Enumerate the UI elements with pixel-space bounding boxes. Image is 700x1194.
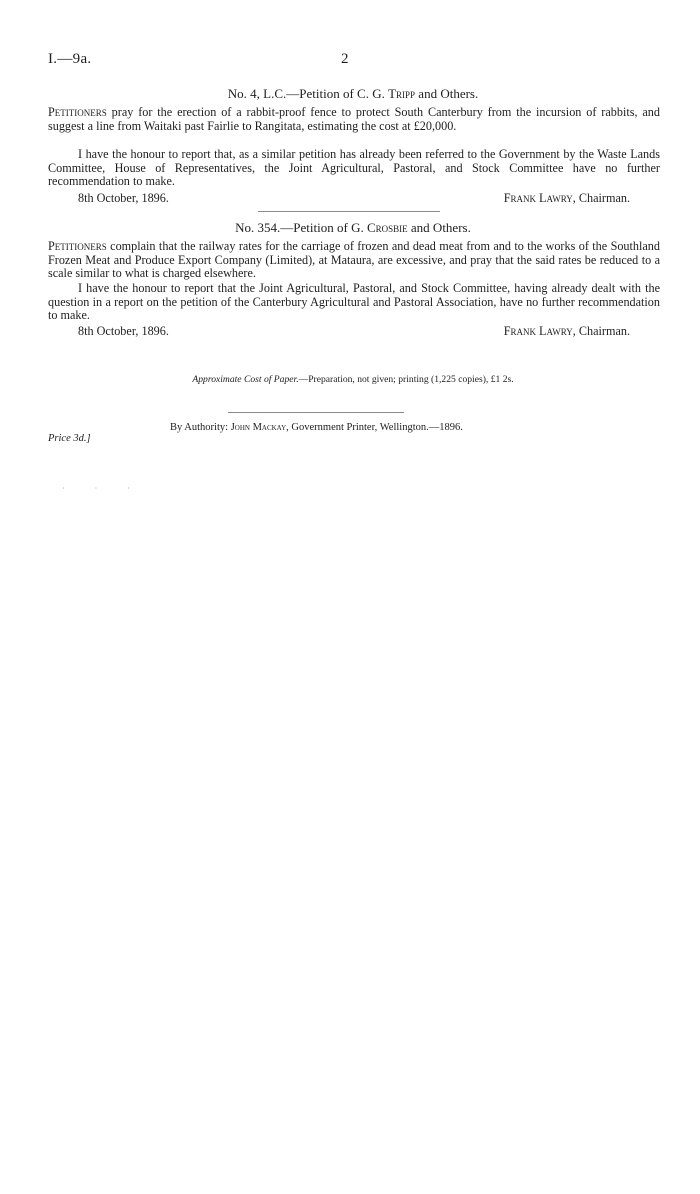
petition-2-title-suffix: and Others. [407,220,471,235]
page-number: 2 [341,51,349,67]
petition-2-title-prefix: No. 354.—Petition of G. [235,220,367,235]
petition-1-summary [48,106,660,133]
petition-1-signatory-name: Frank Lawry [503,191,573,205]
printing-authority [170,422,463,433]
cost-label: Approximate Cost of Paper. [192,374,299,385]
petition-2-signature [504,324,630,338]
approximate-cost-note [48,374,658,385]
scan-specks: · · · [62,484,144,493]
petition-2-summary-text: complain that the railway rates for the carriage of frozen and dead meat from and to the works of the Southland Frozen Meat and Produce Export Company (Limited), at Mataura, are excessive, and pray that the said rates be reduced to a scale similar to what is charged elsewhere. [48,239,660,281]
petition-2-petitioner-name: Crosbie [366,220,408,235]
petition-2-signatory-name: Frank Lawry [503,324,573,338]
petition-1-title-prefix: No. 4, L.C.—Petition of C. G. [227,86,389,101]
petition-2-title [48,220,658,236]
printer-name: John Mackay [230,422,287,433]
petition-2-report-text: I have the honour to report that the Joint Agricultural, Pastoral, and Stock Committee, having already dealt with the question in a report on the petition of the Canterbury Agricultural and Pastoral Association, have no further recommendation to make. [48,281,660,323]
petition-2-date: 8th October, 1896. [78,324,169,338]
petition-2-summary [48,240,660,281]
footer-divider [228,412,404,413]
cost-text: —Preparation, not given; printing (1,225 copies), £1 2s. [298,374,514,385]
petition-1-title-suffix: and Others. [415,86,479,101]
petition-1-report-text: I have the honour to report that, as a similar petition has already been referred to the Government by the Waste Lands Committee, House of Representatives, the Joint Agricultural, Pastoral, and Stock Committee have no further recommendation to make. [48,147,660,189]
petition-2-report [48,282,660,323]
petition-1-summary-lead: Petitioners [48,105,107,119]
authority-lead: By Authority: [170,422,231,433]
petition-1-signature [504,191,630,205]
authority-rest: , Government Printer, Wellington.—1896. [286,422,463,433]
section-divider [258,211,440,212]
petition-1-title [48,86,658,102]
petition-1-report [48,148,660,189]
petition-2-signatory-title: , Chairman. [572,324,630,338]
document-reference: I.—9a. [48,51,92,67]
petition-1-signatory-title: , Chairman. [572,191,630,205]
price-note: Price 3d.] [48,433,91,444]
petition-1-summary-text: pray for the erection of a rabbit-proof fence to protect South Canterbury from the incursion of rabbits, and suggest a line from Waitaki past Fairlie to Rangitata, estimating the cost at £20,000. [48,105,660,133]
petition-2-summary-lead: Petitioners [48,239,107,253]
petition-1-petitioner-name: Tripp [388,86,416,101]
petition-1-date: 8th October, 1896. [78,191,169,205]
